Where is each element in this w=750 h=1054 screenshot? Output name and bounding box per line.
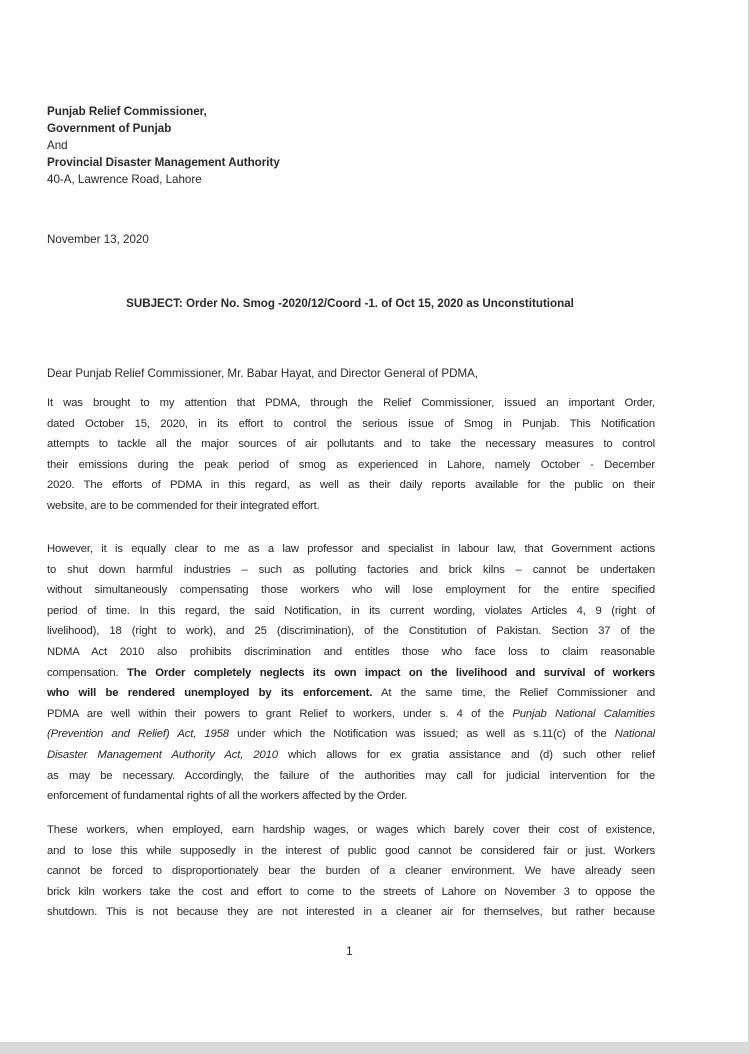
text-segment: and to lose this while supposedly in the interest of public good cannot be considered fair or just. Workers xyxy=(47,844,655,857)
text-segment: However, it is equally clear to me as a law professor and specialist in labour law, that Government actions xyxy=(47,543,655,555)
text-line xyxy=(47,683,655,704)
text-line xyxy=(47,745,655,766)
text-line xyxy=(47,820,655,841)
text-segment: their emissions during the peak period of smog as experienced in Lahore, namely October - December xyxy=(47,458,655,471)
text-segment: compensation. xyxy=(47,666,128,679)
paragraph-3 xyxy=(47,820,655,923)
salutation: Dear Punjab Relief Commissioner, Mr. Babar Hayat, and Director General of PDMA, xyxy=(47,367,479,380)
text-line xyxy=(47,475,655,496)
text-line xyxy=(47,882,655,903)
address-line: Government of Punjab xyxy=(47,122,172,135)
text-segment: 2020. The efforts of PDMA in this regard, as well as their daily reports available for the public on their xyxy=(47,479,655,492)
subject-line: SUBJECT: Order No. Smog -2020/12/Coord -1. of Oct 15, 2020 as Unconstitutional xyxy=(126,297,574,310)
address-line: 40-A, Lawrence Road, Lahore xyxy=(47,173,202,186)
text-segment: as may be necessary. Accordingly, the failure of the authorities may call for judicial intervention for the xyxy=(47,769,655,782)
text-segment: enforcement of fundamental rights of all the workers affected by the Order. xyxy=(47,790,408,803)
text-line xyxy=(47,414,655,435)
text-segment: PDMA are well within their powers to grant Relief to workers, under s. 4 of the xyxy=(47,707,513,720)
letter-date: November 13, 2020 xyxy=(47,233,149,246)
text-segment: attempts to tackle all the major sources of air pollutants and to take the necessary measures to control xyxy=(47,438,655,451)
page-number: 1 xyxy=(346,944,353,958)
text-segment: (Prevention and Relief) Act, 1958 xyxy=(47,728,229,741)
text-segment: without simultaneously compensating those workers who will lose employment for the entire specified xyxy=(47,584,655,597)
text-line xyxy=(47,539,655,560)
text-segment: It was brought to my attention that PDMA, through the Relief Commissioner, issued an important Order, xyxy=(47,397,655,409)
paragraph-2 xyxy=(47,539,655,807)
text-segment: At the same time, the Relief Commissioner and xyxy=(372,687,655,700)
recipient-address xyxy=(47,103,280,188)
text-segment: to shut down harmful industries – such as polluting factories and brick kilns – cannot be undertaken xyxy=(47,563,655,576)
text-segment: under which the Notification was issued; as well as s.11(c) of the xyxy=(228,728,615,741)
text-segment: shutdown. This is not because they are not interested in a cleaner air for themselves, but rather because xyxy=(47,906,655,919)
text-segment: brick kiln workers take the cost and effort to come to the streets of Lahore on November 3 to oppose the xyxy=(47,885,655,898)
text-line xyxy=(47,902,655,923)
text-line xyxy=(47,663,655,684)
paragraph-1 xyxy=(47,393,655,517)
text-segment: These workers, when employed, earn hardship wages, or wages which barely cover their cost of existence, xyxy=(47,824,655,836)
text-line xyxy=(47,724,655,745)
address-line: Punjab Relief Commissioner, xyxy=(47,105,207,118)
text-segment: National xyxy=(614,728,655,741)
text-segment: website, are to be commended for their integrated effort. xyxy=(47,499,320,512)
text-line xyxy=(47,455,655,476)
text-line xyxy=(47,861,655,882)
text-line xyxy=(47,580,655,601)
text-line xyxy=(47,786,655,807)
text-line xyxy=(47,841,655,862)
text-segment: cannot be forced to disproportionately bear the burden of a cleaner environment. We have already seen xyxy=(47,865,655,878)
text-segment: which allows for ex gratia assistance and (d) such other relief xyxy=(277,748,655,761)
text-line xyxy=(47,560,655,581)
text-segment: NDMA Act 2010 also prohibits discrimination and entitles those who face loss to claim reasonable xyxy=(47,645,655,658)
text-line xyxy=(47,434,655,455)
text-segment: Punjab National Calamities xyxy=(512,707,655,720)
text-line xyxy=(47,393,655,414)
address-line: And xyxy=(47,139,68,152)
text-line xyxy=(47,601,655,622)
text-line xyxy=(47,766,655,787)
address-line: Provincial Disaster Management Authority xyxy=(47,156,280,169)
text-line xyxy=(47,704,655,725)
text-segment: period of time. In this regard, the said Notification, in its current wording, violates Articles 4, 9 (right of xyxy=(47,604,655,617)
text-segment: livelihood), 18 (right to work), and 25 (discrimination), of the Constitution of Pakistan. Section 37 of the xyxy=(47,625,655,638)
text-segment: who will be rendered unemployed by its enforcement. xyxy=(47,687,373,700)
text-segment: dated October 15, 2020, in its effort to control the serious issue of Smog in Punjab. This Notification xyxy=(47,417,655,430)
text-segment: The Order completely neglects its own impact on the livelihood and survival of workers xyxy=(127,666,655,679)
text-segment: Disaster Management Authority Act, 2010 xyxy=(47,748,278,761)
text-line xyxy=(47,621,655,642)
text-line xyxy=(47,642,655,663)
text-line xyxy=(47,496,655,517)
